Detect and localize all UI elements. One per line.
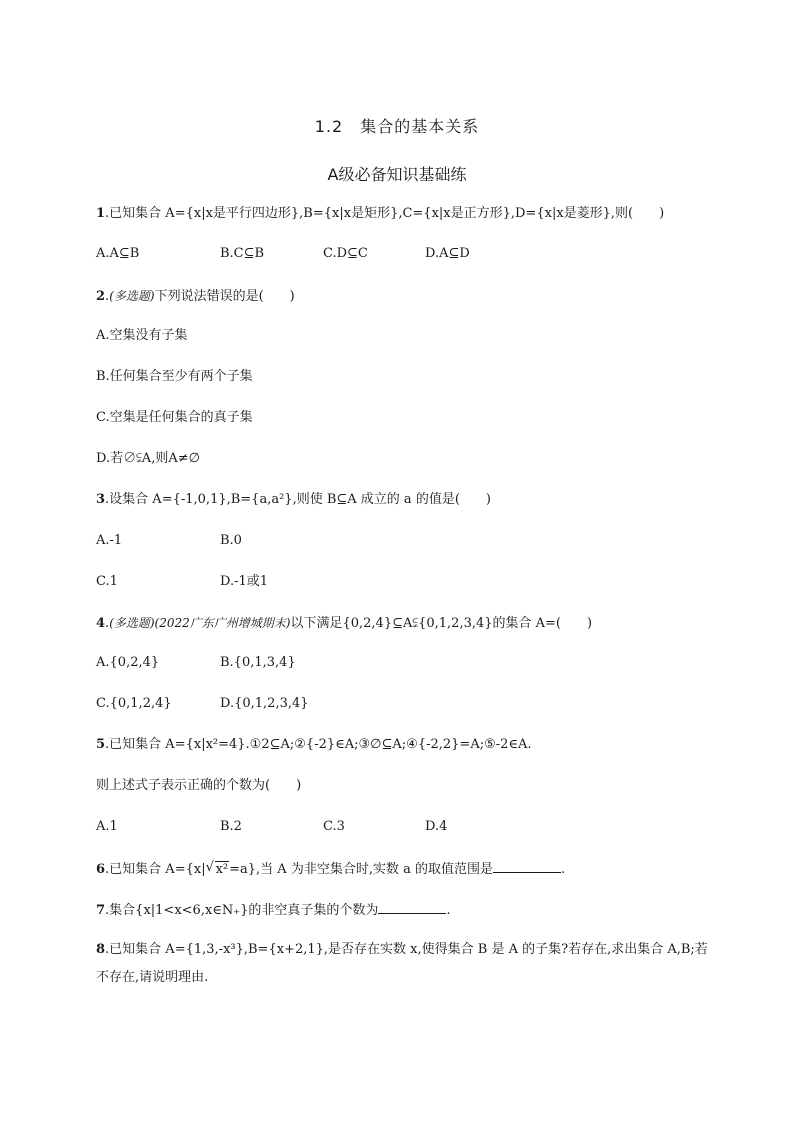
question-number: 8 [96,942,106,957]
question-text: .已知集合 A={x| [105,862,206,877]
question-text: .已知集合 A={1,3,-x³},B={x+2,1},是否存在实数 x,使得集合 B 是 A 的子集?若存在,求出集合 A,B;若 [105,942,708,957]
question-number: 3 [96,492,106,507]
q4-option-d: D.{0,1,2,3,4} [220,696,309,711]
period: . [446,903,451,918]
question-2: 2.(多选题)下列说法错误的是( ) [96,289,295,304]
q5-option-b: B.2 [220,819,242,834]
question-number: 4 [96,616,106,631]
q5-option-d: D.4 [425,819,448,834]
q3-option-d: D.-1或1 [220,574,269,589]
question-number: 6 [96,862,106,877]
q1-option-d: D.A⊆D [425,246,470,261]
question-number: 2 [96,289,106,304]
square-root [206,862,230,878]
question-7 [96,901,451,919]
q1-option-b: B.C⊆B [220,246,265,261]
q3-option-b: B.0 [220,533,242,548]
q3-option-a: A.-1 [96,533,123,548]
q2-option-c: C.空集是任何集合的真子集 [96,410,253,425]
q2-option-d: D.若∅⫋A,则A≠∅ [96,451,200,466]
question-text: 下列说法错误的是( ) [154,289,295,304]
q4-option-c: C.{0,1,2,4} [96,696,172,711]
period: . [560,862,566,877]
q5-option-a: A.1 [96,819,118,834]
question-text: 以下满足{0,2,4}⊆A⫋{0,1,2,3,4}的集合 A=( ) [290,616,593,631]
answer-blank[interactable] [378,901,446,914]
question-8-continued: 不存在,请说明理由. [96,970,209,985]
question-6 [96,860,565,878]
question-5 [96,737,532,753]
radicand: x² [215,862,229,877]
question-number: 1 [96,206,106,221]
radical-sign-icon: √ [205,860,214,875]
q2-option-b: B.任何集合至少有两个子集 [96,369,253,384]
question-text: .已知集合 A={x|x是平行四边形},B={x|x是矩形},C={x|x是正方形},D={x|x是菱形},则( ) [105,206,665,221]
question-3 [96,492,491,508]
question-4: 4.(多选题)(2022广东广州增城期末)以下满足{0,2,4}⊆A⫋{0,1,2,3,4}的集合 A=( ) [96,616,593,631]
q5-option-c: C.3 [323,819,345,834]
q1-option-a: A.A⊆B [96,246,140,261]
question-tag: (多选题) [109,289,155,303]
q4-option-b: B.{0,1,3,4} [220,655,296,670]
question-text-2: =a},当 A 为非空集合时,实数 a 的取值范围是 [229,862,493,877]
question-number: 5 [96,737,106,752]
question-tag: (多选题)(2022广东广州增城期末) [109,616,291,630]
question-text: .设集合 A={-1,0,1},B={a,a²},则使 B⊆A 成立的 a 的值是( ) [105,492,491,507]
section-heading: A级必备知识基础练 [327,165,467,184]
question-text: .已知集合 A={x|x²=4}.①2⊆A;②{-2}∈A;③∅⊆A;④{-2,2}=A;⑤-2∈A. [105,737,532,752]
question-8 [96,942,708,958]
q4-option-a: A.{0,2,4} [96,655,160,670]
q2-option-a: A.空集没有子集 [96,328,188,343]
answer-blank[interactable] [493,860,561,873]
question-5-continued: 则上述式子表示正确的个数为( ) [96,778,302,793]
page-title: 1.2 集合的基本关系 [314,117,480,136]
q1-option-c: C.D⊆C [323,246,368,261]
question-number: 7 [96,903,106,918]
question-text: .集合{x|1<x<6,x∈N₊}的非空真子集的个数为 [105,903,379,918]
q3-option-c: C.1 [96,574,118,589]
question-1 [96,206,664,222]
